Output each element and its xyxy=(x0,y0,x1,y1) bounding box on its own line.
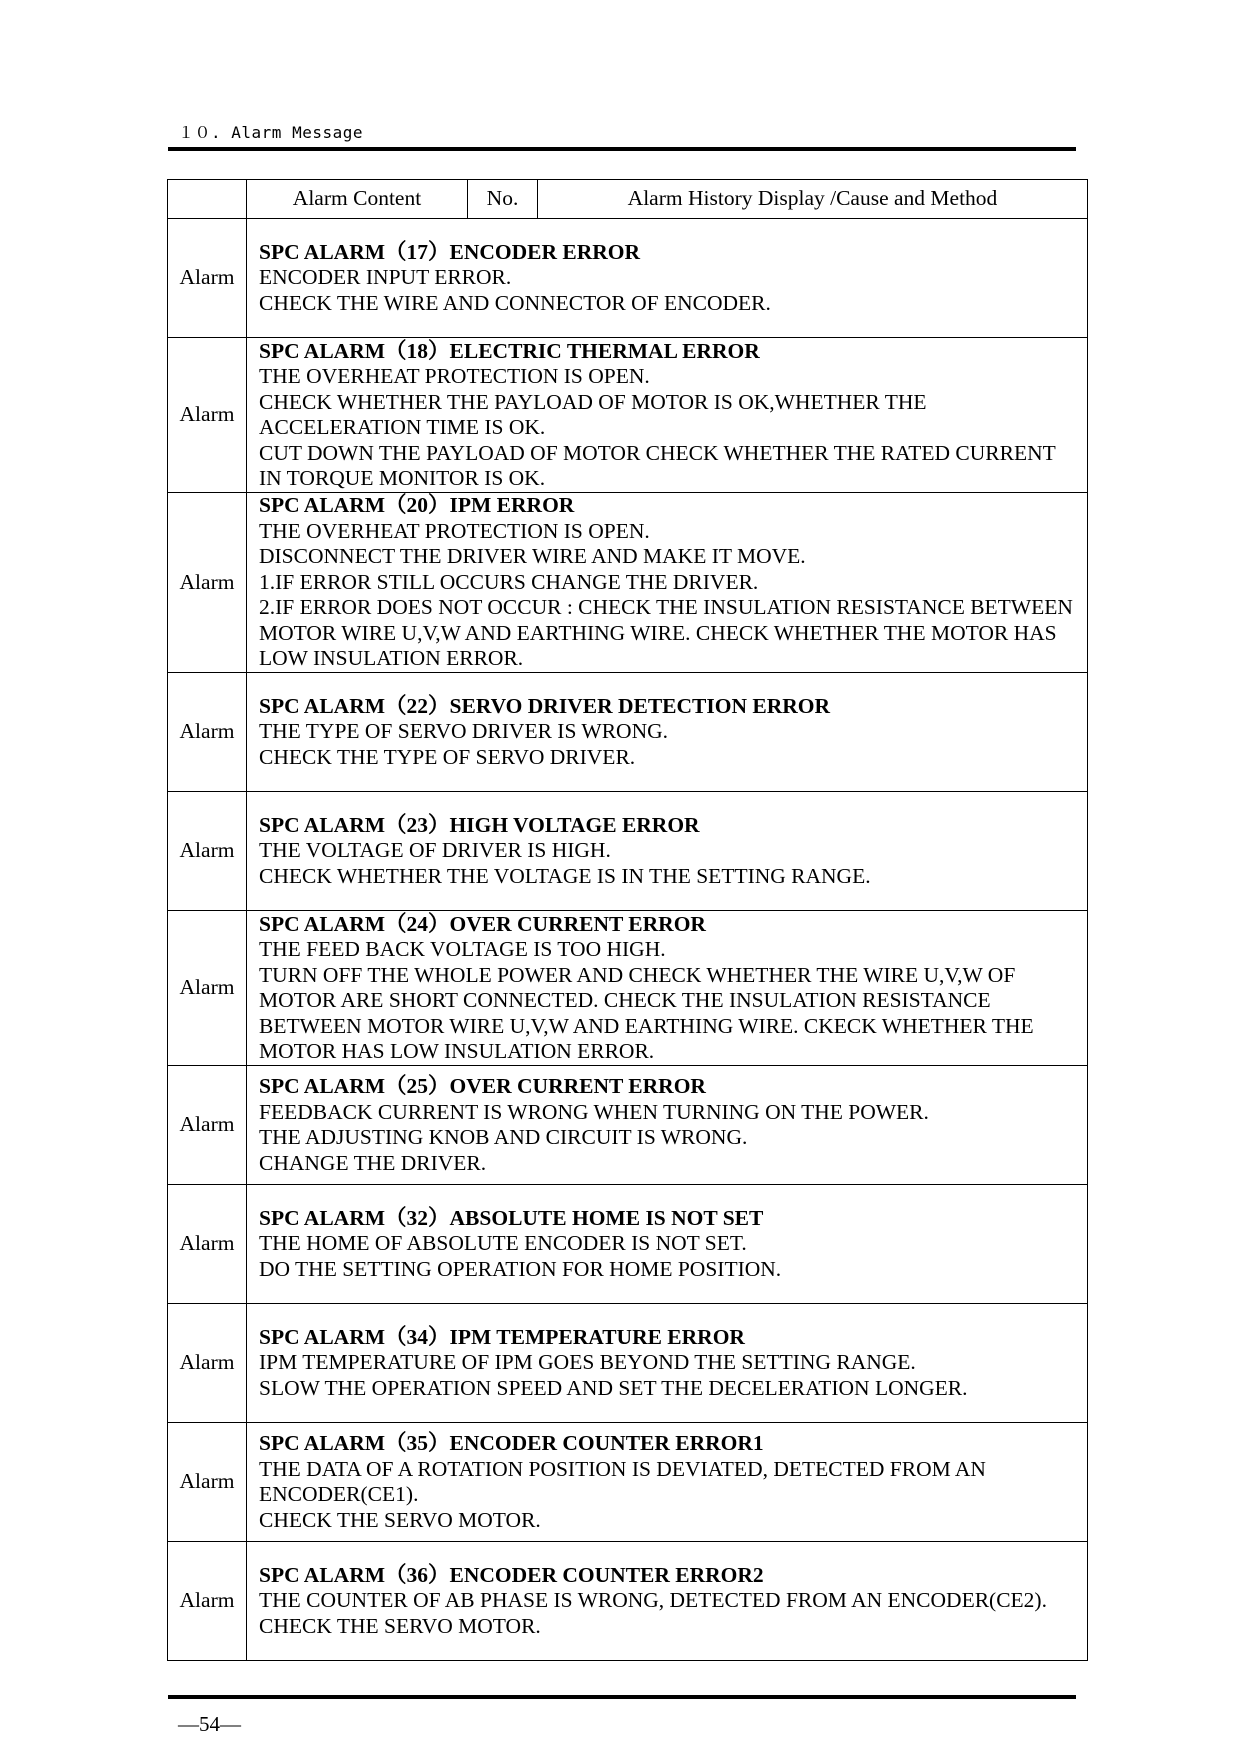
header-description: Alarm History Display /Cause and Method xyxy=(538,180,1088,219)
alarm-detail-cell xyxy=(247,338,1088,493)
alarm-type-cell: Alarm xyxy=(168,1542,247,1661)
alarm-type-cell: Alarm xyxy=(168,1066,247,1185)
page-number: —54— xyxy=(178,1712,241,1736)
alarm-detail-line: THE ADJUSTING KNOB AND CIRCUIT IS WRONG. xyxy=(259,1125,748,1149)
alarm-title: SPC ALARM（18）ELECTRIC THERMAL ERROR xyxy=(259,338,760,363)
alarm-detail-line: SLOW THE OPERATION SPEED AND SET THE DECELERATION LONGER. xyxy=(259,1375,968,1400)
table-row xyxy=(168,1066,1088,1185)
alarm-type-cell: Alarm xyxy=(168,792,247,911)
alarm-detail-line: CHECK WHETHER THE VOLTAGE IS IN THE SETTING RANGE. xyxy=(259,863,871,888)
header-alarm-content: Alarm Content xyxy=(247,180,468,219)
table-row xyxy=(168,1542,1088,1661)
alarm-type-cell: Alarm xyxy=(168,219,247,338)
alarm-type-cell: Alarm xyxy=(168,493,247,673)
alarm-detail-line: CHECK THE WIRE AND CONNECTOR OF ENCODER. xyxy=(259,290,771,315)
alarm-detail-line: THE VOLTAGE OF DRIVER IS HIGH. xyxy=(259,838,611,863)
table-header-row xyxy=(168,180,1088,219)
alarm-detail-line: CHECK WHETHER THE PAYLOAD OF MOTOR IS OK,WHETHER THE ACCELERATION TIME IS OK. xyxy=(259,389,927,439)
table-row xyxy=(168,1304,1088,1423)
alarm-detail-line: THE DATA OF A ROTATION POSITION IS DEVIATED, DETECTED FROM AN ENCODER(CE1). xyxy=(259,1456,986,1506)
alarm-detail-line: 2.IF ERROR DOES NOT OCCUR : CHECK THE INSULATION RESISTANCE BETWEEN MOTOR WIRE U,V,W AND EARTHING WIRE. CHECK WHETHER THE MOTOR HAS LOW INSULATION ERROR. xyxy=(259,595,1073,671)
alarm-detail-cell xyxy=(247,1423,1088,1542)
alarm-detail-line: THE HOME OF ABSOLUTE ENCODER IS NOT SET. xyxy=(259,1231,747,1256)
alarm-detail-cell xyxy=(247,673,1088,792)
alarm-title: SPC ALARM（34）IPM TEMPERATURE ERROR xyxy=(259,1324,745,1349)
alarm-type-cell: Alarm xyxy=(168,1304,247,1423)
table-row xyxy=(168,219,1088,338)
alarm-type-cell: Alarm xyxy=(168,911,247,1066)
alarm-title: SPC ALARM（35）ENCODER COUNTER ERROR1 xyxy=(259,1431,764,1455)
alarm-detail-line: 1.IF ERROR STILL OCCURS CHANGE THE DRIVER. xyxy=(259,569,759,594)
alarm-detail-line: DISCONNECT THE DRIVER WIRE AND MAKE IT MOVE. xyxy=(259,544,806,569)
alarm-detail-line: DO THE SETTING OPERATION FOR HOME POSITION. xyxy=(259,1256,782,1281)
alarm-title: SPC ALARM（24）OVER CURRENT ERROR xyxy=(259,911,706,936)
alarm-detail-line: THE FEED BACK VOLTAGE IS TOO HIGH. xyxy=(259,937,666,961)
table-row xyxy=(168,792,1088,911)
alarm-title: SPC ALARM（36）ENCODER COUNTER ERROR2 xyxy=(259,1562,764,1587)
table-row xyxy=(168,493,1088,673)
table-row xyxy=(168,911,1088,1066)
alarm-detail-cell xyxy=(247,1066,1088,1185)
alarm-type-cell: Alarm xyxy=(168,673,247,792)
section-title: １０. Alarm Message xyxy=(178,123,363,142)
header-blank-cell xyxy=(168,180,247,219)
alarm-detail-line: THE OVERHEAT PROTECTION IS OPEN. xyxy=(259,364,650,388)
alarm-title: SPC ALARM（17）ENCODER ERROR xyxy=(259,239,641,264)
table-row xyxy=(168,1185,1088,1304)
alarm-title: SPC ALARM（20）IPM ERROR xyxy=(259,493,575,518)
alarm-table xyxy=(167,179,1088,1661)
header-divider xyxy=(168,147,1076,151)
table-row xyxy=(168,1423,1088,1542)
alarm-detail-cell xyxy=(247,219,1088,338)
alarm-detail-line: CHECK THE TYPE OF SERVO DRIVER. xyxy=(259,744,636,769)
alarm-detail-cell xyxy=(247,1304,1088,1423)
alarm-detail-line: CUT DOWN THE PAYLOAD OF MOTOR CHECK WHETHER THE RATED CURRENT IN TORQUE MONITOR IS OK. xyxy=(259,440,1056,490)
alarm-detail-cell xyxy=(247,1542,1088,1661)
table-row xyxy=(168,338,1088,493)
alarm-detail-line: TURN OFF THE WHOLE POWER AND CHECK WHETHER THE WIRE U,V,W OF MOTOR ARE SHORT CONNECTED. CHECK THE INSULATION RESISTANCE BETWEEN MOTOR WIRE U,V,W AND EARTHING WIRE. CKECK WHETHER THE MOTOR HAS LOW INSULATION ERROR. xyxy=(259,962,1034,1063)
alarm-detail-line: CHECK THE SERVO MOTOR. xyxy=(259,1507,541,1532)
alarm-title: SPC ALARM（25）OVER CURRENT ERROR xyxy=(259,1074,706,1098)
alarm-type-cell: Alarm xyxy=(168,1423,247,1542)
alarm-detail-line: THE OVERHEAT PROTECTION IS OPEN. xyxy=(259,518,650,543)
footer-divider xyxy=(168,1695,1076,1699)
alarm-detail-cell xyxy=(247,911,1088,1066)
alarm-detail-line: IPM TEMPERATURE OF IPM GOES BEYOND THE SETTING RANGE. xyxy=(259,1350,916,1375)
alarm-detail-line: ENCODER INPUT ERROR. xyxy=(259,265,512,290)
alarm-title: SPC ALARM（32）ABSOLUTE HOME IS NOT SET xyxy=(259,1205,764,1230)
header-number: No. xyxy=(468,180,538,219)
alarm-detail-line: CHANGE THE DRIVER. xyxy=(259,1150,487,1175)
table-row xyxy=(168,673,1088,792)
alarm-type-cell: Alarm xyxy=(168,1185,247,1304)
alarm-title: SPC ALARM（23）HIGH VOLTAGE ERROR xyxy=(259,812,700,837)
alarm-detail-cell xyxy=(247,1185,1088,1304)
alarm-detail-cell xyxy=(247,493,1088,673)
alarm-detail-cell xyxy=(247,792,1088,911)
alarm-detail-line: THE TYPE OF SERVO DRIVER IS WRONG. xyxy=(259,719,668,744)
alarm-detail-line: THE COUNTER OF AB PHASE IS WRONG, DETECTED FROM AN ENCODER(CE2). xyxy=(259,1588,1047,1613)
alarm-type-cell: Alarm xyxy=(168,338,247,493)
alarm-detail-line: FEEDBACK CURRENT IS WRONG WHEN TURNING ON THE POWER. xyxy=(259,1099,929,1124)
alarm-title: SPC ALARM（22）SERVO DRIVER DETECTION ERROR xyxy=(259,693,831,718)
alarm-detail-line: CHECK THE SERVO MOTOR. xyxy=(259,1613,541,1638)
